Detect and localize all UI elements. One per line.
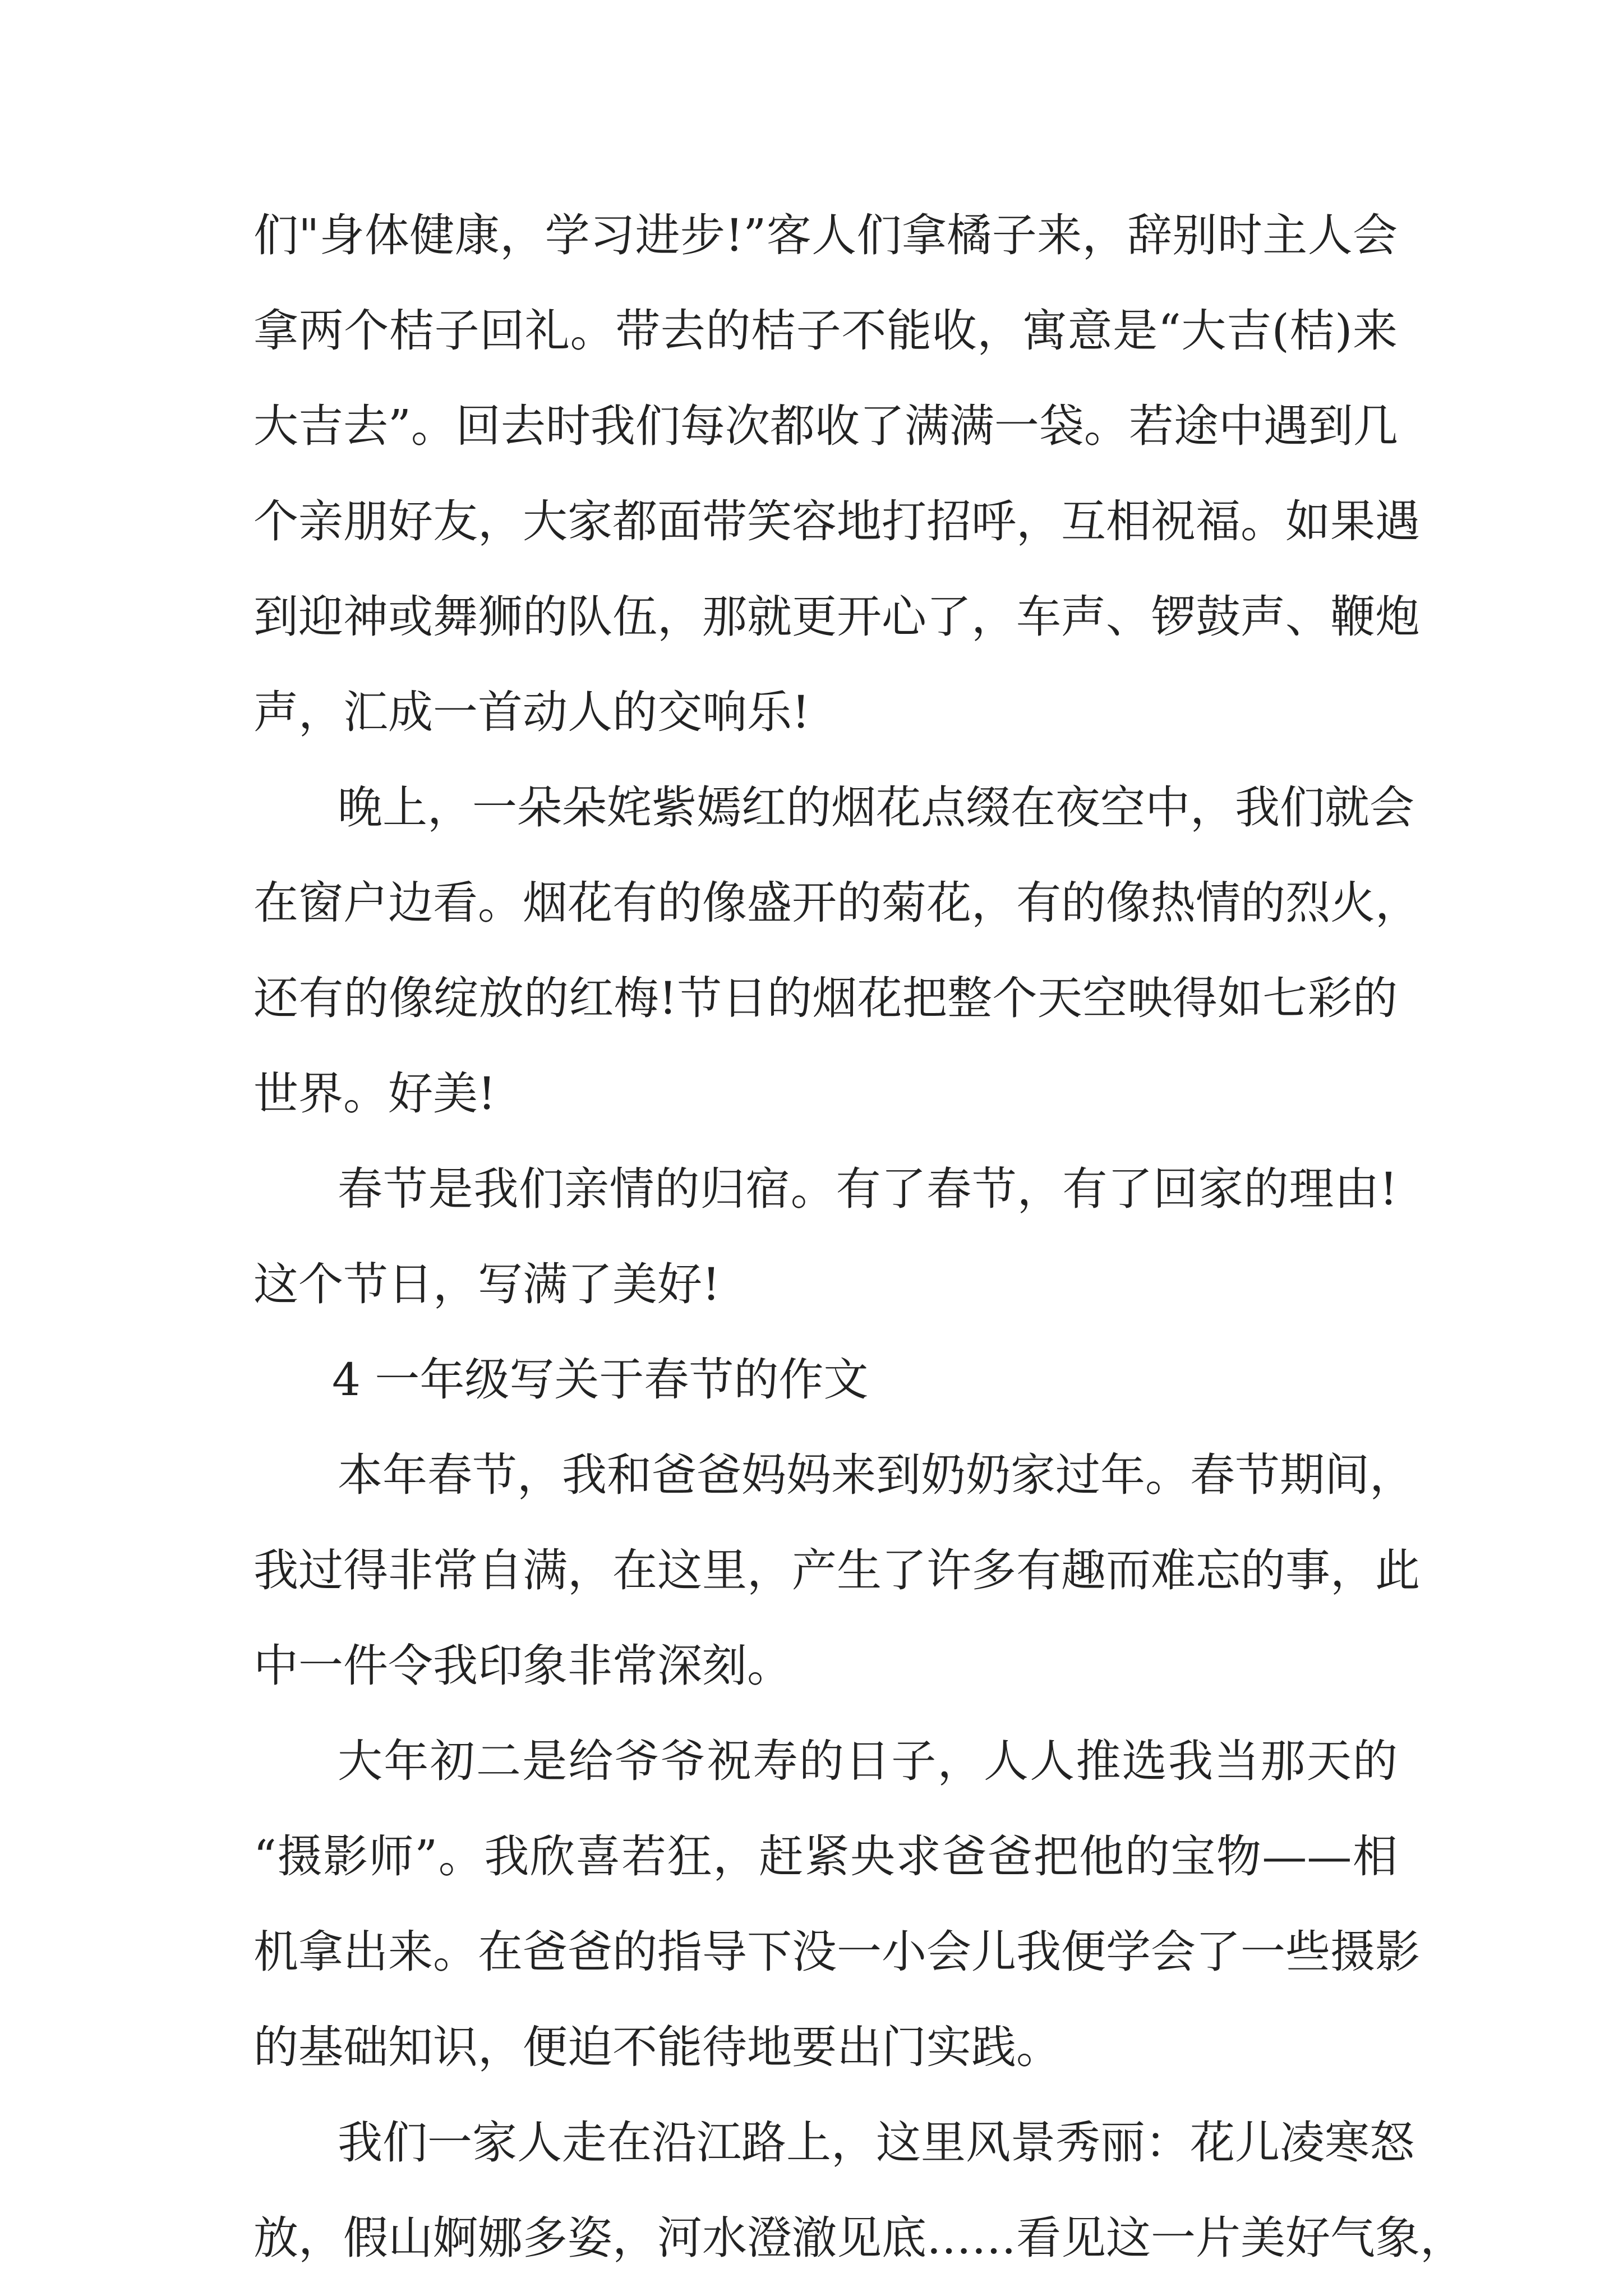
text-line: “摄影师”。我欣喜若狂，赶紧央求爸爸把他的宝物——相 bbox=[253, 1830, 1398, 1883]
text-line: 们"身体健康，学习进步!”客人们拿橘子来，辞别时主人会 bbox=[253, 209, 1398, 261]
paragraph-first-line: 本年春节，我和爸爸妈妈来到奶奶家过年。春节期间， bbox=[338, 1449, 1414, 1501]
text-line: 的基础知识，便迫不能待地要出门实践。 bbox=[253, 2021, 1061, 2073]
paragraph-first-line: 晚上，一朵朵姹紫嫣红的烟花点缀在夜空中，我们就会 bbox=[338, 781, 1414, 834]
text-line: 我过得非常自满，在这里，产生了许多有趣而难忘的事，此 bbox=[253, 1544, 1420, 1596]
text-line: 到迎神或舞狮的队伍，那就更开心了，车声、锣鼓声、鞭炮 bbox=[253, 591, 1420, 643]
paragraph-first-line: 春节是我们亲情的归宿。有了春节，有了回家的理由! bbox=[338, 1163, 1398, 1215]
text-line: 世界。好美! bbox=[253, 1068, 496, 1120]
text-line: 中一件令我印象非常深刻。 bbox=[253, 1640, 792, 1692]
text-line: 声，汇成一首动人的交响乐! bbox=[253, 686, 810, 738]
text-line: 放，假山婀娜多姿，河水澄澈见底……看见这一片美好气象， bbox=[253, 2212, 1465, 2264]
text-line: 还有的像绽放的红梅!节日的烟花把整个天空映得如七彩的 bbox=[253, 972, 1398, 1024]
section-heading: 4 一年级写关于春节的作文 bbox=[332, 1354, 869, 1406]
text-line: 在窗户边看。烟花有的像盛开的菊花，有的像热情的烈火， bbox=[253, 877, 1420, 929]
text-line: 机拿出来。在爸爸的指导下没一小会儿我便学会了一些摄影 bbox=[253, 1926, 1420, 1978]
text-line: 这个节日，写满了美好! bbox=[253, 1258, 721, 1310]
paragraph-first-line: 我们一家人走在沿江路上，这里风景秀丽：花儿凌寒怒 bbox=[338, 2116, 1414, 2169]
text-line: 大吉去”。回去时我们每次都收了满满一袋。若途中遇到几 bbox=[253, 400, 1398, 452]
paragraph-first-line: 大年初二是给爷爷祝寿的日子，人人推选我当那天的 bbox=[338, 1735, 1398, 1787]
text-line: 个亲朋好友，大家都面带笑容地打招呼，互相祝福。如果遇 bbox=[253, 495, 1420, 547]
text-line: 拿两个桔子回礼。带去的桔子不能收，寓意是“大吉(桔)来 bbox=[253, 305, 1398, 357]
